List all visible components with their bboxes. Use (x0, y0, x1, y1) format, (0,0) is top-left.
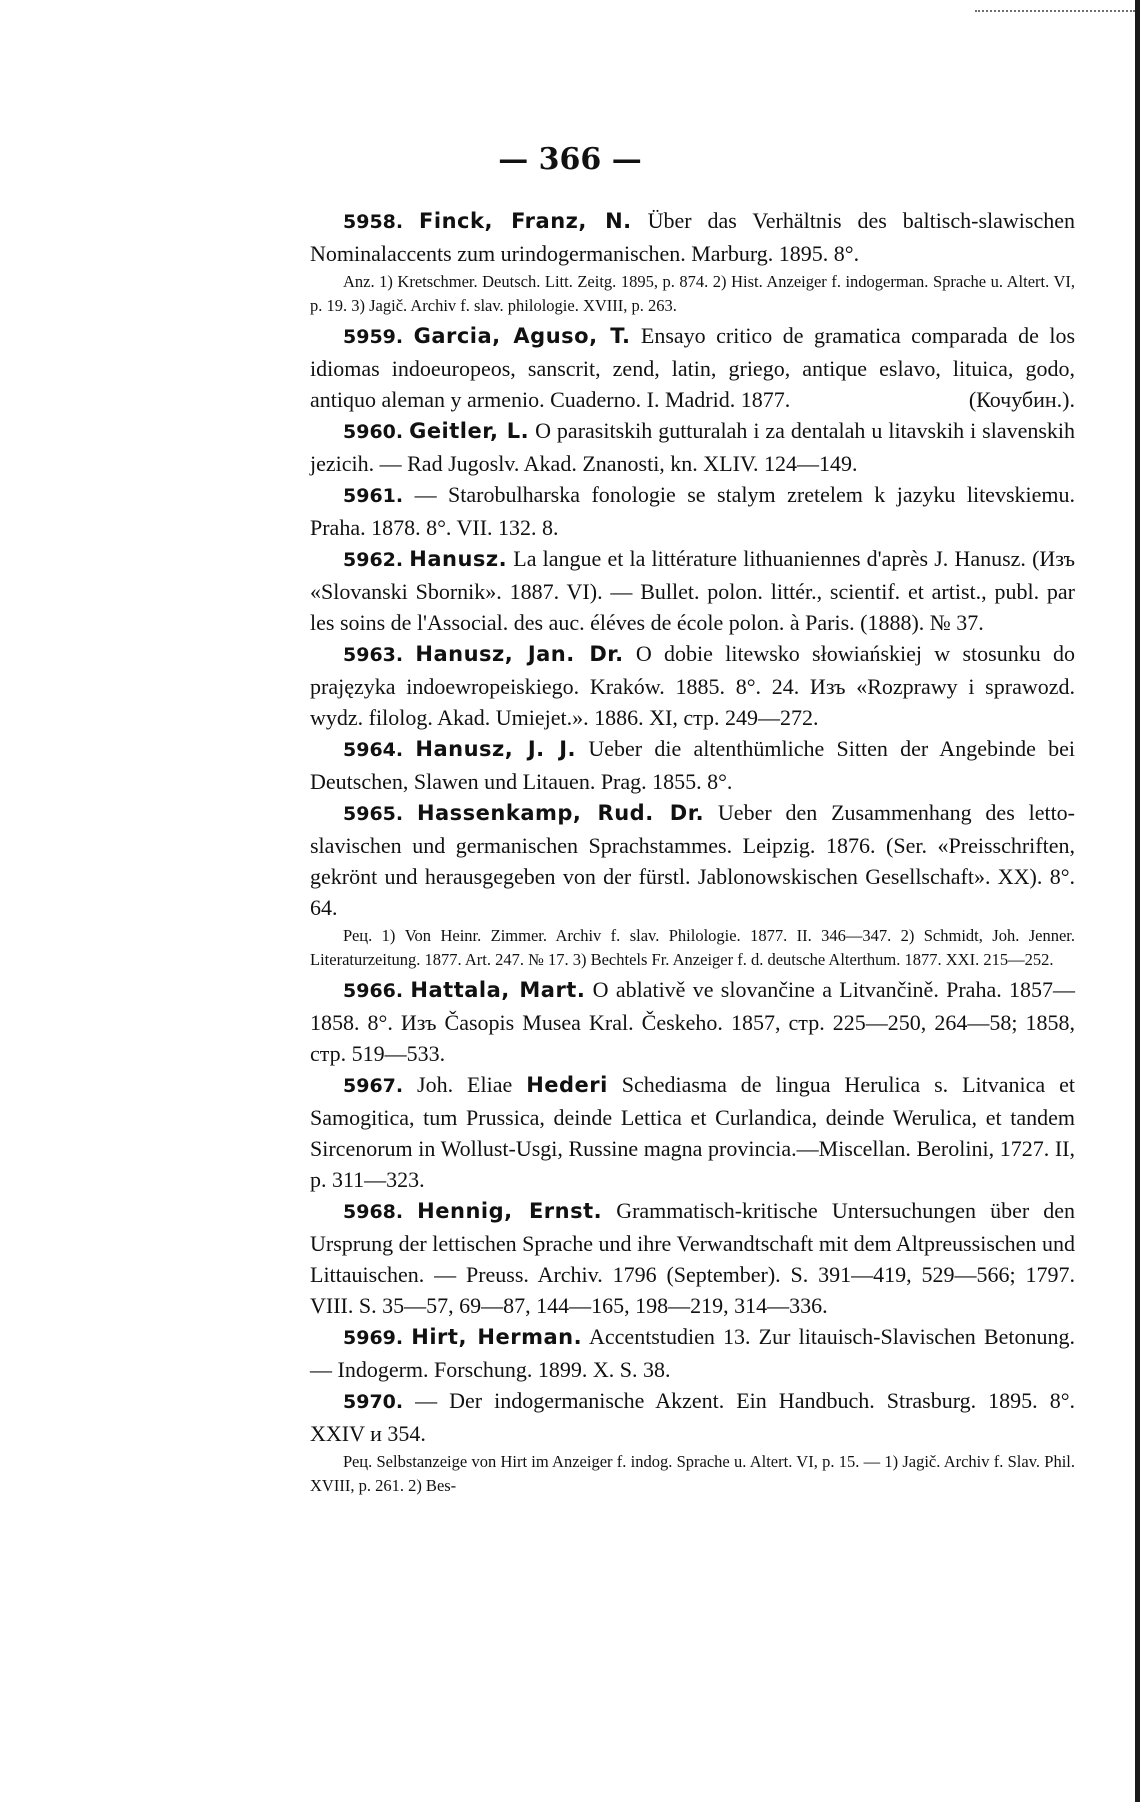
entry-number: 5969. (343, 1327, 404, 1349)
entry-5965 (310, 797, 1075, 923)
entry-number: 5962. (343, 549, 404, 571)
entry-author: Garcia, Aguso, T. (413, 324, 631, 348)
entry-number: 5959. (343, 326, 404, 348)
entry-5962 (310, 543, 1075, 638)
entry-review: Рец. Selbstanzeige von Hirt im Anzeiger f. indog. Sprache u. Altert. VI, p. 15. — 1) Jagič. Archiv f. Slav. Phil. XVIII, p. 261. 2) Bes- (310, 1452, 1075, 1495)
entry-text: Grammatisch-kritische Untersuchungen über den Ursprung der lettischen Sprache und ihre Verwandtschaft mit dem Altpreussischen und Littauischen. — Preuss. Archiv. 1796 (September). S. 391—419, 529—566; 1797. VIII. S. 35—57, 69—87, 144—165, 198—219, 314—336. (310, 1198, 1076, 1318)
entry-text: Ensayo critico de gramatica comparada de los idiomas indoeuropeos, sanscrit, zend, latin, griego, antique eslavo, lituica, godo, antiquo aleman y armenio. Cuaderno. I. Madrid. 1877. (310, 323, 1076, 412)
entry-author: Hederi (526, 1073, 608, 1097)
entry-text: O parasitskih gutturalah i za dentalah u litavskih i slavenskih jezicih. — Rad Jugoslv. Akad. Znanosti, kn. XLIV. 124—149. (310, 418, 1076, 476)
entry-text: — Starobulharska fonologie se stalym zretelem k jazyku litevskiemu. Praha. 1878. 8°. VII. 132. 8. (310, 482, 1075, 540)
entry-number: 5961. (343, 485, 404, 507)
entry-author: Finck, Franz, N. (419, 209, 632, 233)
bibliography-list (310, 205, 1075, 1500)
entry-author: Hattala, Mart. (410, 978, 586, 1002)
entry-source-note: (Кочубин.). (968, 387, 1075, 412)
entry-author: Hanusz, J. J. (415, 737, 577, 761)
entry-author: Hanusz, Jan. Dr. (415, 642, 624, 666)
entry-5968 (310, 1195, 1075, 1321)
entry-author: Hanusz. (409, 547, 508, 571)
entry-text: Über das Verhältnis des baltisch-slawischen Nominalaccents zum urindogermanischen. Marburg. 1895. 8°. (310, 208, 1075, 266)
entry-author: Hennig, Ernst. (417, 1199, 603, 1223)
entry-number: 5958. (343, 211, 404, 233)
entry-5960 (310, 415, 1075, 479)
entry-lead: Joh. Eliae (403, 1072, 527, 1097)
entry-number: 5970. (343, 1391, 404, 1413)
entry-number: 5960. (343, 421, 404, 443)
scan-mark (975, 0, 1135, 12)
entry-number: 5964. (343, 739, 404, 761)
entry-text: O dobie litewsko słowiańskiej w stosunku do prajęzyka indoewropeiskiego. Kraków. 1885. 8°. 24. Изъ «Rozprawy i sprawozd. wydz. filolog. Akad. Umiejet.». 1886. XI, стр. 249—272. (310, 641, 1075, 730)
entry-number: 5965. (343, 803, 404, 825)
entry-5958 (310, 205, 1075, 269)
entry-author: Geitler, L. (409, 419, 530, 443)
entry-5964 (310, 733, 1075, 797)
entry-text: Ueber die altenthümliche Sitten der Angebinde bei Deutschen, Slawen und Litauen. Prag. 1855. 8°. (310, 736, 1075, 794)
entry-number: 5968. (343, 1201, 404, 1223)
scan-edge (1135, 0, 1140, 1802)
entry-5970 (310, 1385, 1075, 1449)
entry-5959 (310, 320, 1075, 415)
entry-review: Anz. 1) Kretschmer. Deutsch. Litt. Zeitg. 1895, p. 874. 2) Hist. Anzeiger f. indogerman. Sprache u. Altert. VI, p. 19. 3) Jagič. Archiv f. slav. philologie. XVIII, p. 263. (310, 272, 1075, 315)
entry-5966 (310, 974, 1075, 1069)
entry-number: 5963. (343, 644, 404, 666)
entry-5969 (310, 1321, 1075, 1385)
entry-text: Schediasma de lingua Herulica s. Litvanica et Samogitica, tum Prussica, deinde Lettica et Curlandica, deinde Werulica, et tandem Sircenorum in Wollust-Usgi, Russine magna provincia.—Miscellan. Berolini, 1727. II, p. 311—323. (310, 1072, 1075, 1192)
entry-5961 (310, 479, 1075, 543)
entry-author: Hirt, Herman. (411, 1325, 583, 1349)
entry-review: Рец. 1) Von Heinr. Zimmer. Archiv f. slav. Philologie. 1877. II. 346—347. 2) Schmidt, Joh. Jenner. Literaturzeitung. 1877. Art. 247. № 17. 3) Bechtels Fr. Anzeiger f. d. deutsche Alterthum. 1877. XXI. 215—252. (310, 926, 1075, 969)
entry-text: Accentstudien 13. Zur litauisch-Slavischen Betonung. — Indogerm. Forschung. 1899. X. S. 38. (310, 1324, 1075, 1382)
entry-author: Hassenkamp, Rud. Dr. (416, 801, 705, 825)
entry-5963 (310, 638, 1075, 733)
page-number: — 366 — (498, 142, 642, 177)
entry-5967 (310, 1069, 1075, 1195)
entry-number: 5967. (343, 1075, 404, 1097)
entry-number: 5966. (343, 980, 404, 1002)
entry-text: La langue et la littérature lithuaniennes d'après J. Hanusz. (Изъ «Slovanski Sbornik». 1887. VI). — Bullet. polon. littér., scientif. et artist., publ. par les soins de l'Associal. des auc. éléves de école polon. à Paris. (1888). № 37. (310, 546, 1075, 635)
entry-text: O ablativě ve slovančine a Litvančině. Praha. 1857—1858. 8°. Изъ Časopis Musea Kral. Českeho. 1857, стр. 225—250, 264—58; 1858, стр. 519—533. (310, 977, 1076, 1066)
entry-text: Ueber den Zusammenhang des letto-slavischen und germanischen Sprachstammes. Leipzig. 1876. (Ser. «Preisschriften, gekrönt und herausgegeben von der fürstl. Jablonowskischen Gesellschaft». XX). 8°. 64. (310, 800, 1076, 920)
entry-text: — Der indogermanische Akzent. Ein Handbuch. Strasburg. 1895. 8°. XXIV и 354. (310, 1388, 1075, 1446)
